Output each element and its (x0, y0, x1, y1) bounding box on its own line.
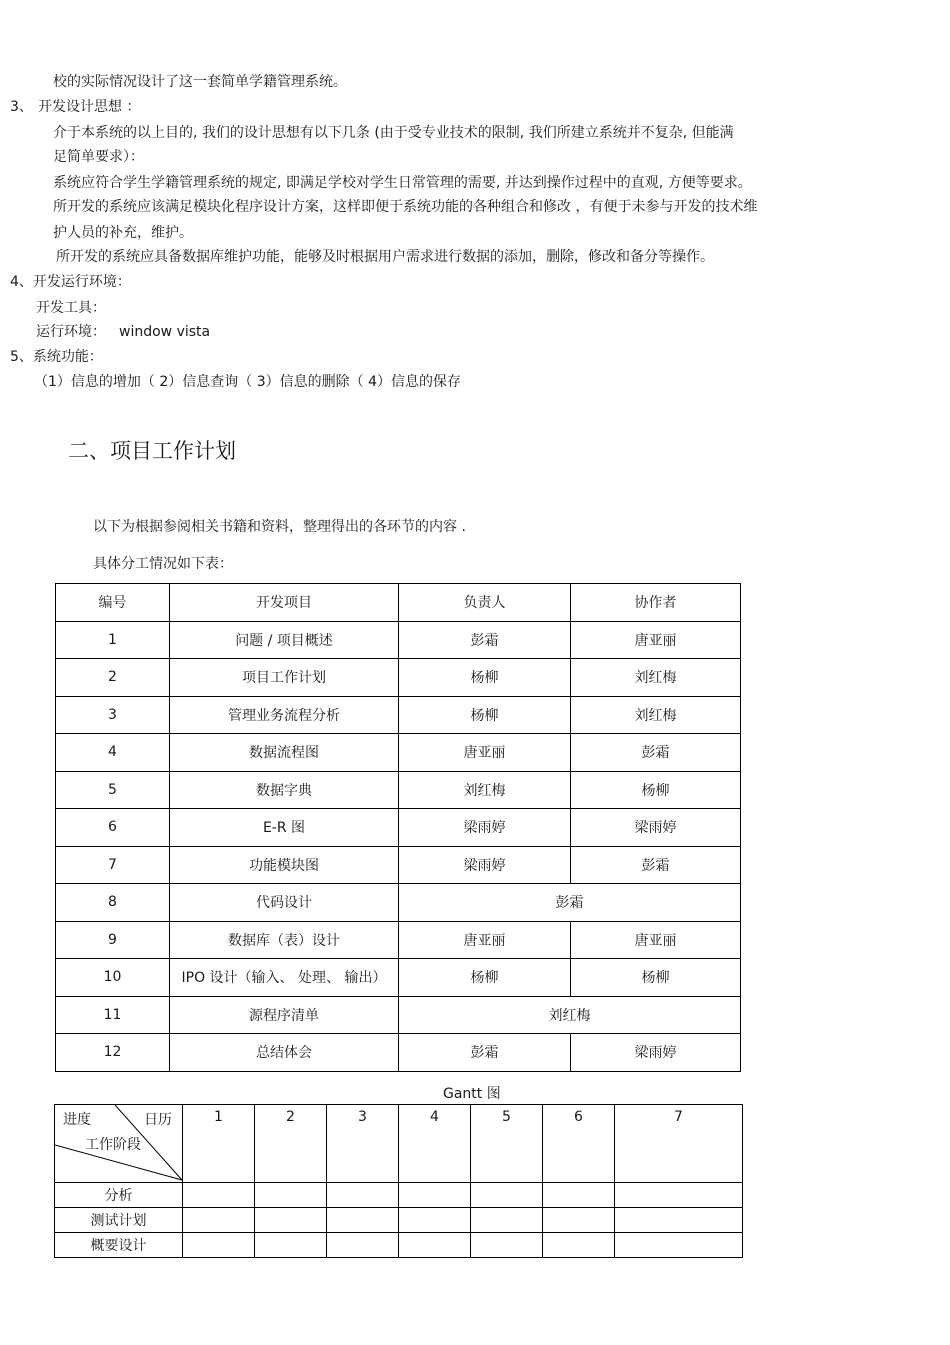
row-project: 总结体会 (170, 1034, 399, 1072)
day-header: 2 (255, 1105, 327, 1183)
gantt-cell (543, 1208, 615, 1233)
table-row (56, 696, 741, 734)
row-project: IPO 设计（输入、 处理、 输出） (170, 959, 399, 997)
row-owner: 彭霜 (399, 621, 571, 659)
row-number: 5 (56, 771, 170, 809)
row-project: 数据流程图 (170, 734, 399, 772)
row-collaborator: 彭霜 (571, 846, 741, 884)
row-collaborator: 杨柳 (571, 771, 741, 809)
table-header-row (56, 584, 741, 622)
row-owner: 唐亚丽 (399, 921, 571, 959)
table-row (56, 846, 741, 884)
header-project: 开发项目 (170, 584, 399, 622)
row-project: 代码设计 (170, 884, 399, 922)
day-header: 4 (399, 1105, 471, 1183)
corner-calendar-label: 日历 (144, 1112, 172, 1128)
gantt-cell (183, 1208, 255, 1233)
intro-line: 校的实际情况设计了这一套简单学籍管理系统。 (53, 74, 347, 90)
row-project: 管理业务流程分析 (170, 696, 399, 734)
row-owner: 杨柳 (399, 696, 571, 734)
row-project: E-R 图 (170, 809, 399, 847)
gantt-title: Gantt 图 (443, 1086, 501, 1102)
gantt-cell (543, 1233, 615, 1258)
row-collaborator: 刘红梅 (571, 696, 741, 734)
gantt-cell (327, 1183, 399, 1208)
stage-label: 分析 (55, 1183, 183, 1208)
dev-tool-label: 开发工具： (36, 300, 106, 316)
gantt-cell (471, 1208, 543, 1233)
gantt-cell (399, 1233, 471, 1258)
gantt-cell (183, 1183, 255, 1208)
section-4-title: 4、开发运行环境： (10, 274, 131, 290)
stage-label: 概要设计 (55, 1233, 183, 1258)
gantt-cell (471, 1233, 543, 1258)
row-owner: 杨柳 (399, 659, 571, 697)
table-row (56, 921, 741, 959)
design-paragraph-2: 系统应符合学生学籍管理系统的规定, 即满足学校对学生日常管理的需要, 并达到操作过程中的直观, 方便等要求。 (53, 175, 752, 191)
gantt-cell (183, 1233, 255, 1258)
row-project: 源程序清单 (170, 996, 399, 1034)
row-owner: 梁雨婷 (399, 846, 571, 884)
runtime-value: window vista (119, 324, 211, 340)
gantt-row (55, 1183, 743, 1208)
row-number: 8 (56, 884, 170, 922)
design-paragraph-3: 所开发的系统应该满足模块化程序设计方案，这样即便于系统功能的各种组合和修改 ，有便于未参与开发的技术维 (53, 199, 758, 215)
gantt-cell (399, 1183, 471, 1208)
row-collaborator: 唐亚丽 (571, 621, 741, 659)
row-number: 12 (56, 1034, 170, 1072)
corner-progress-label: 进度 (63, 1112, 91, 1128)
row-project: 功能模块图 (170, 846, 399, 884)
gantt-cell (615, 1183, 743, 1208)
row-number: 1 (56, 621, 170, 659)
gantt-cell (471, 1183, 543, 1208)
row-number: 9 (56, 921, 170, 959)
header-collaborator: 协作者 (571, 584, 741, 622)
design-paragraph-3-cont: 护人员的补充，维护。 (53, 225, 193, 241)
gantt-cell (399, 1208, 471, 1233)
row-number: 6 (56, 809, 170, 847)
section-3-title: 开发设计思想 ： (38, 99, 141, 115)
row-project: 数据库（表）设计 (170, 921, 399, 959)
row-owner: 杨柳 (399, 959, 571, 997)
table-row (56, 959, 741, 997)
table-row (56, 659, 741, 697)
gantt-cell (615, 1233, 743, 1258)
task-assignment-table (55, 583, 741, 1072)
row-owner: 刘红梅 (399, 771, 571, 809)
row-number: 2 (56, 659, 170, 697)
table-intro: 具体分工情况如下表： (93, 556, 233, 572)
table-row (56, 884, 741, 922)
row-collaborator: 彭霜 (571, 734, 741, 772)
gantt-table (54, 1104, 743, 1258)
row-collaborator: 梁雨婷 (571, 1034, 741, 1072)
row-number: 3 (56, 696, 170, 734)
table-row (56, 1034, 741, 1072)
gantt-row (55, 1233, 743, 1258)
row-owner: 唐亚丽 (399, 734, 571, 772)
row-owner: 彭霜 (399, 1034, 571, 1072)
gantt-cell (543, 1183, 615, 1208)
row-project: 问题 / 项目概述 (170, 621, 399, 659)
row-project: 数据字典 (170, 771, 399, 809)
system-functions: （1）信息的增加（ 2）信息查询（ 3）信息的删除（ 4）信息的保存 (34, 374, 461, 390)
design-paragraph-1-cont: 足简单要求）： (53, 149, 144, 165)
gantt-cell (615, 1208, 743, 1233)
row-collaborator: 唐亚丽 (571, 921, 741, 959)
day-header: 1 (183, 1105, 255, 1183)
table-row (56, 621, 741, 659)
design-paragraph-4: 所开发的系统应具备数据库维护功能，能够及时根据用户需求进行数据的添加，删除，修改和备分等操作。 (56, 249, 714, 265)
gantt-cell (255, 1233, 327, 1258)
day-header: 7 (615, 1105, 743, 1183)
day-header: 5 (471, 1105, 543, 1183)
gantt-cell (255, 1208, 327, 1233)
table-row (56, 734, 741, 772)
table-row (56, 771, 741, 809)
stage-label: 测试计划 (55, 1208, 183, 1233)
section-2-heading: 二、项目工作计划 (68, 439, 236, 463)
row-collaborator: 杨柳 (571, 959, 741, 997)
day-header: 6 (543, 1105, 615, 1183)
gantt-corner-cell (55, 1105, 183, 1183)
row-collaborator: 刘红梅 (571, 659, 741, 697)
row-owner: 梁雨婷 (399, 809, 571, 847)
row-collaborator: 梁雨婷 (571, 809, 741, 847)
table-row (56, 996, 741, 1034)
row-owner-merged: 彭霜 (399, 884, 741, 922)
table-row (56, 809, 741, 847)
row-number: 10 (56, 959, 170, 997)
design-paragraph-1: 介于本系统的以上目的, 我们的设计思想有以下几条 (由于受专业技术的限制, 我们所建立系统并不复杂, 但能满 (53, 125, 734, 141)
header-owner: 负责人 (399, 584, 571, 622)
day-header: 3 (327, 1105, 399, 1183)
gantt-cell (255, 1183, 327, 1208)
row-number: 7 (56, 846, 170, 884)
row-owner-merged: 刘红梅 (399, 996, 741, 1034)
gantt-cell (327, 1233, 399, 1258)
gantt-row (55, 1208, 743, 1233)
section-5-title: 5、系统功能： (10, 349, 103, 365)
row-number: 4 (56, 734, 170, 772)
section-2-description: 以下为根据参阅相关书籍和资料，整理得出的各环节的内容 . (93, 519, 466, 535)
runtime-label: 运行环境： (36, 324, 106, 340)
row-project: 项目工作计划 (170, 659, 399, 697)
row-number: 11 (56, 996, 170, 1034)
gantt-cell (327, 1208, 399, 1233)
section-3-number: 3、 (10, 99, 33, 115)
gantt-header-row (55, 1105, 743, 1183)
corner-stage-label: 工作阶段 (85, 1137, 141, 1153)
header-number: 编号 (56, 584, 170, 622)
